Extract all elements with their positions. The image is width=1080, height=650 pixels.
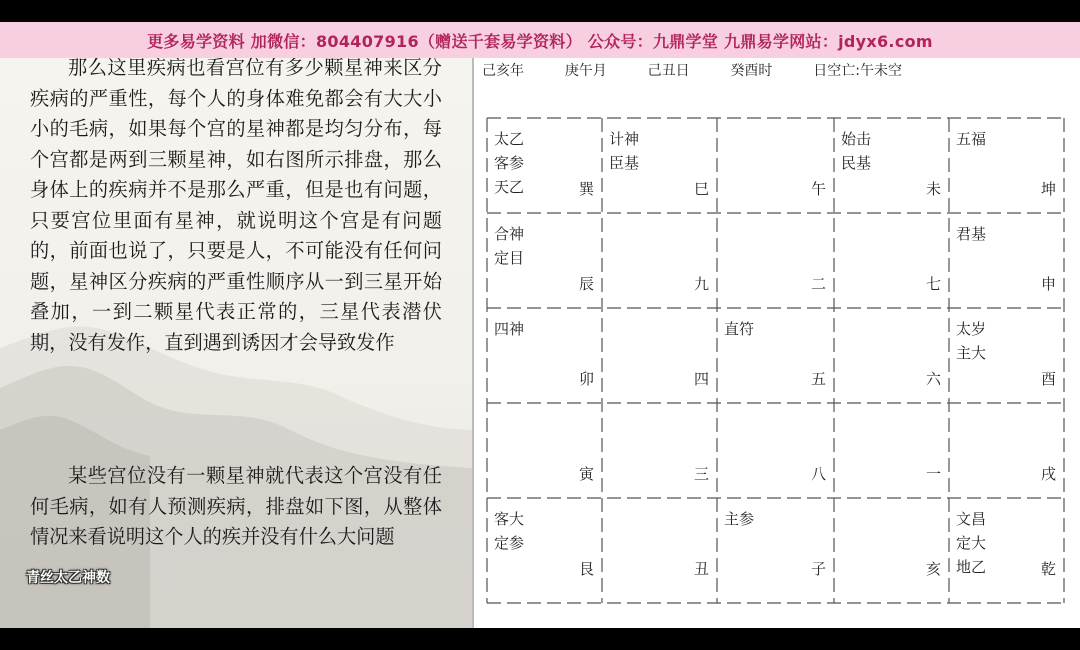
- palace-position-label: 午: [810, 180, 826, 198]
- palace-star-label: 五福: [956, 130, 987, 148]
- header-year: 己亥年: [482, 63, 524, 79]
- palace-position-label: 亥: [925, 560, 941, 578]
- palace-position-label: 八: [810, 465, 826, 483]
- header-void: 日空亡:午未空: [813, 63, 902, 79]
- palace-position-label: 丑: [693, 560, 709, 578]
- palace-position-label: 寅: [578, 465, 594, 483]
- header-month: 庚午月: [564, 63, 607, 79]
- palace-position-label: 子: [810, 560, 826, 578]
- palace-star-label: 君基: [956, 225, 987, 243]
- palace-star-label: 太岁: [956, 320, 987, 338]
- palace-position-label: 卯: [578, 370, 594, 388]
- palace-star-label: 天乙: [494, 178, 525, 196]
- palace-position-label: 乾: [1040, 560, 1056, 578]
- header-day: 己丑日: [647, 63, 690, 79]
- palace-position-label: 二: [810, 275, 826, 293]
- header-hour: 癸酉时: [730, 63, 773, 79]
- palace-position-label: 七: [925, 275, 941, 293]
- palace-position-label: 一: [925, 465, 941, 483]
- promo-banner-text: 更多易学资料 加微信：804407916（赠送千套易学资料） 公众号：九鼎学堂 九鼎易学网站：jdyx6.com: [147, 31, 933, 51]
- paragraph-1: 那么这里疾病也看宫位有多少颗星神来区分疾病的严重性，每个人的身体难免都会有大大小小的毛病，如果每个宫的星神都是均匀分布，每个宫都是两到三颗星神，如右图所示排盘，那么身体上的疾病并不是那么严重，但是也有问题，只要宫位里面有星神，就说明这个宫是有问题的，前面也说了，只要是人，不可能没有任何问题，星神区分疾病的严重性顺序从一到三星开始叠加，一到二颗星代表正常的，三星代表潜伏期，没有发作，直到遇到诱因才会导致发作: [30, 58, 442, 354]
- palace-star-label: 定大: [956, 534, 987, 552]
- palace-star-label: 臣基: [609, 154, 640, 172]
- palace-position-label: 巽: [578, 180, 594, 198]
- palace-star-label: 主大: [956, 344, 987, 362]
- palace-position-label: 戌: [1040, 465, 1056, 483]
- text-panel: [0, 58, 472, 628]
- palace-star-label: 客参: [494, 154, 525, 172]
- palace-position-label: 九: [693, 275, 709, 293]
- palace-position-label: 坤: [1040, 180, 1056, 198]
- palace-position-label: 酉: [1040, 370, 1056, 388]
- palace-star-label: 文昌: [956, 510, 987, 528]
- palace-position-label: 六: [925, 370, 941, 388]
- palace-position-label: 申: [1040, 275, 1056, 293]
- palace-position-label: 辰: [578, 275, 594, 293]
- palace-star-label: 始击: [841, 130, 872, 148]
- palace-star-label: 定目: [494, 249, 525, 267]
- palace-star-label: 客大: [494, 510, 525, 528]
- paragraph-2: 某些宫位没有一颗星神就代表这个宫没有任何毛病，如有人预测疾病，排盘如下图，从整体情况来看说明这个人的疾并没有什么大问题: [30, 464, 442, 548]
- palace-star-label: 合神: [494, 225, 525, 243]
- palace-chart-grid: [474, 58, 1080, 628]
- palace-position-label: 四: [693, 370, 709, 388]
- chart-panel: [474, 58, 1080, 628]
- palace-star-label: 太乙: [494, 130, 525, 148]
- palace-star-label: 四神: [494, 320, 525, 338]
- palace-star-label: 地乙: [956, 558, 987, 576]
- palace-position-label: 五: [810, 370, 826, 388]
- channel-watermark: 青丝太乙神数: [26, 570, 110, 586]
- palace-star-label: 民基: [841, 154, 872, 172]
- palace-star-label: 主参: [724, 510, 755, 528]
- palace-star-label: 直符: [724, 320, 755, 338]
- top-letterbox: [0, 0, 1080, 22]
- promo-banner: [0, 22, 1080, 58]
- palace-position-label: 巳: [693, 180, 709, 198]
- palace-position-label: 三: [693, 465, 709, 483]
- palace-position-label: 艮: [578, 560, 594, 578]
- palace-star-label: 计神: [609, 130, 640, 148]
- palace-position-label: 未: [925, 180, 941, 198]
- palace-star-label: 定参: [494, 534, 525, 552]
- bottom-letterbox: [0, 628, 1080, 650]
